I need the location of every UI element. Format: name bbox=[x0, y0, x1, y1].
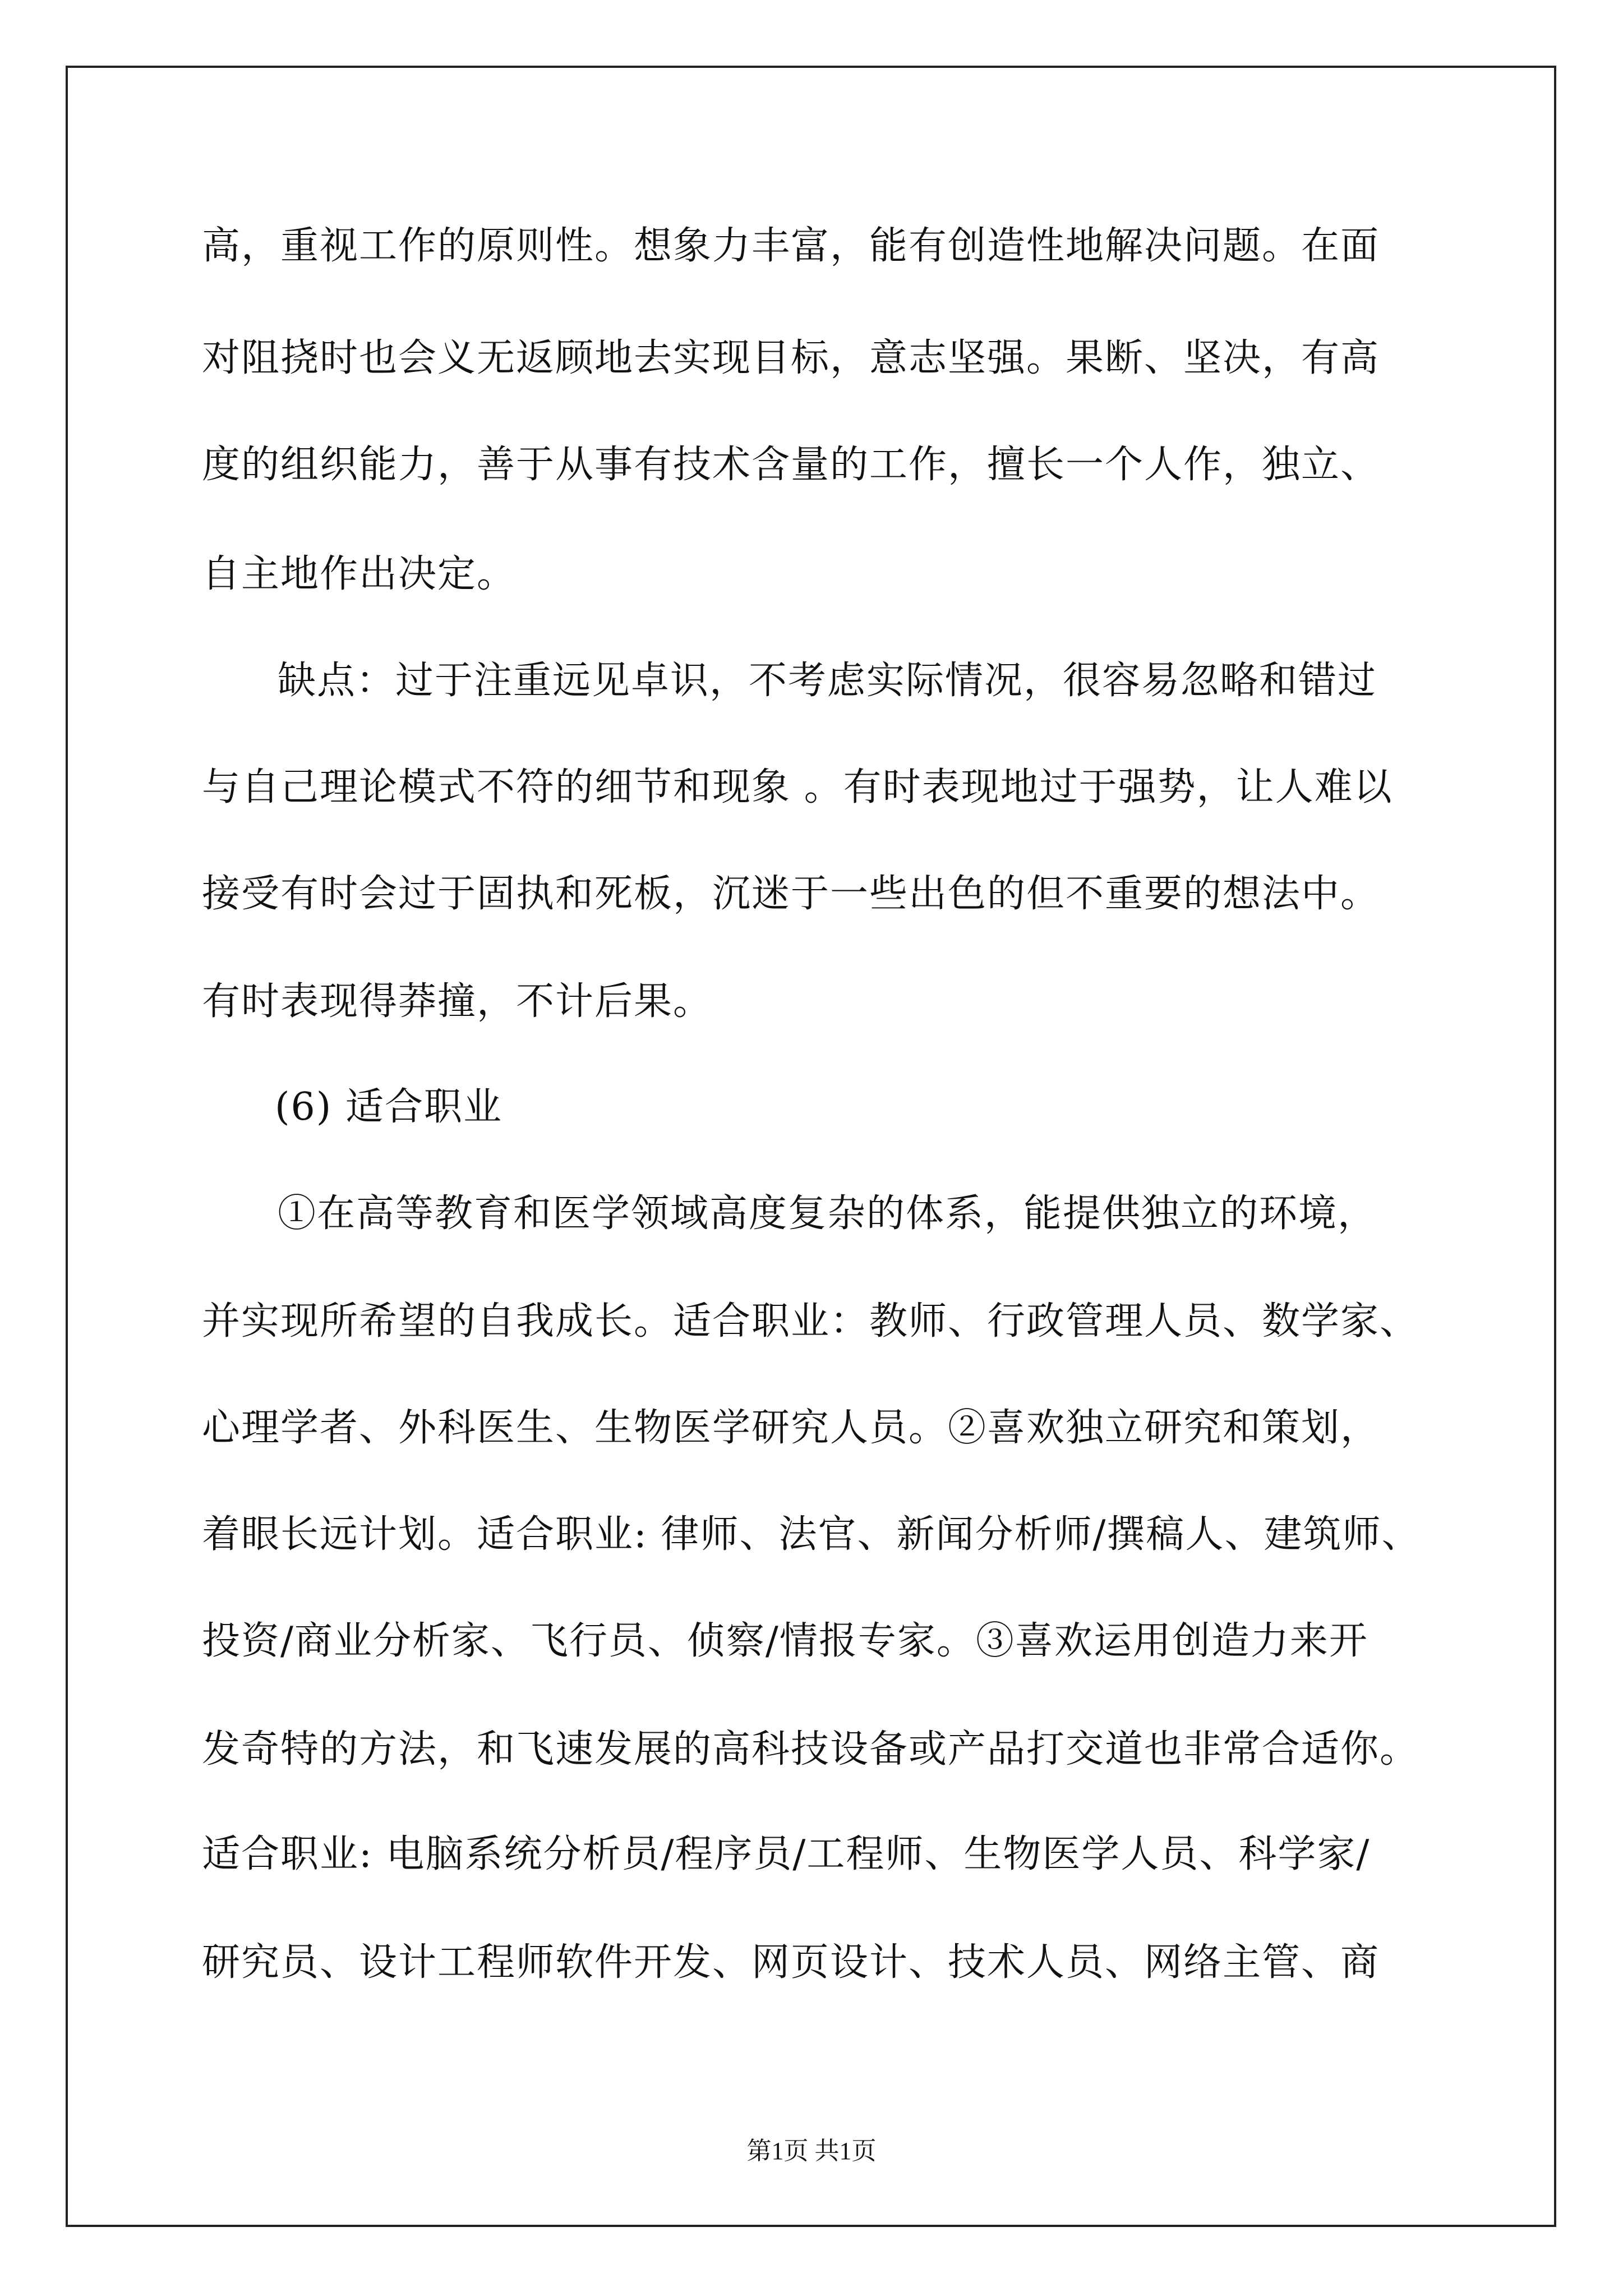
text-line: 接受有时会过于固执和死板，沉迷于一些出色的但不重要的想法中。 bbox=[202, 872, 1380, 916]
text-line: 适合职业: 电脑系统分析员/程序员/工程师、生物医学人员、科学家/ bbox=[202, 1832, 1371, 1876]
text-line: 缺点：过于注重远见卓识，不考虑实际情况，很容易忽略和错过 bbox=[278, 659, 1377, 703]
text-line: 与自己理论模式不符的细节和现象 。有时表现地过于强势，让人难以 bbox=[202, 765, 1393, 809]
text-line: 发奇特的方法，和飞速发展的高科技设备或产品打交道也非常合适你。 bbox=[202, 1727, 1419, 1772]
text-line: 对阻挠时也会义无返顾地去实现目标，意志坚强。果断、坚决，有高 bbox=[202, 336, 1380, 380]
text-line: 度的组织能力，善于从事有技术含量的工作，擅长一个人作，独立、 bbox=[202, 443, 1380, 487]
text-line: ①在高等教育和医学领域高度复杂的体系，能提供独立的环境， bbox=[278, 1191, 1377, 1236]
text-line: 高，重视工作的原则性。想象力丰富，能有创造性地解决问题。在面 bbox=[202, 224, 1380, 268]
text-line: 着眼长远计划。适合职业: 律师、法官、新闻分析师/撰稿人、建筑师、 bbox=[202, 1512, 1421, 1557]
text-line: 研究员、设计工程师软件开发、网页设计、技术人员、网络主管、商 bbox=[202, 1940, 1380, 1985]
text-line: 心理学者、外科医生、生物医学研究人员。②喜欢独立研究和策划， bbox=[202, 1406, 1380, 1450]
page-footer: 第1页 共1页 bbox=[746, 2137, 877, 2165]
text-line: 并实现所希望的自我成长。适合职业：教师、行政管理人员、数学家、 bbox=[202, 1299, 1419, 1343]
text-line: 投资/商业分析家、飞行员、侦察/情报专家。③喜欢运用创造力来开 bbox=[202, 1619, 1368, 1663]
section-heading: (6) 适合职业 bbox=[275, 1085, 502, 1129]
text-line: 有时表现得莽撞，不计后果。 bbox=[202, 979, 713, 1024]
text-line: 自主地作出决定。 bbox=[202, 552, 517, 596]
page-border bbox=[66, 66, 1556, 2227]
